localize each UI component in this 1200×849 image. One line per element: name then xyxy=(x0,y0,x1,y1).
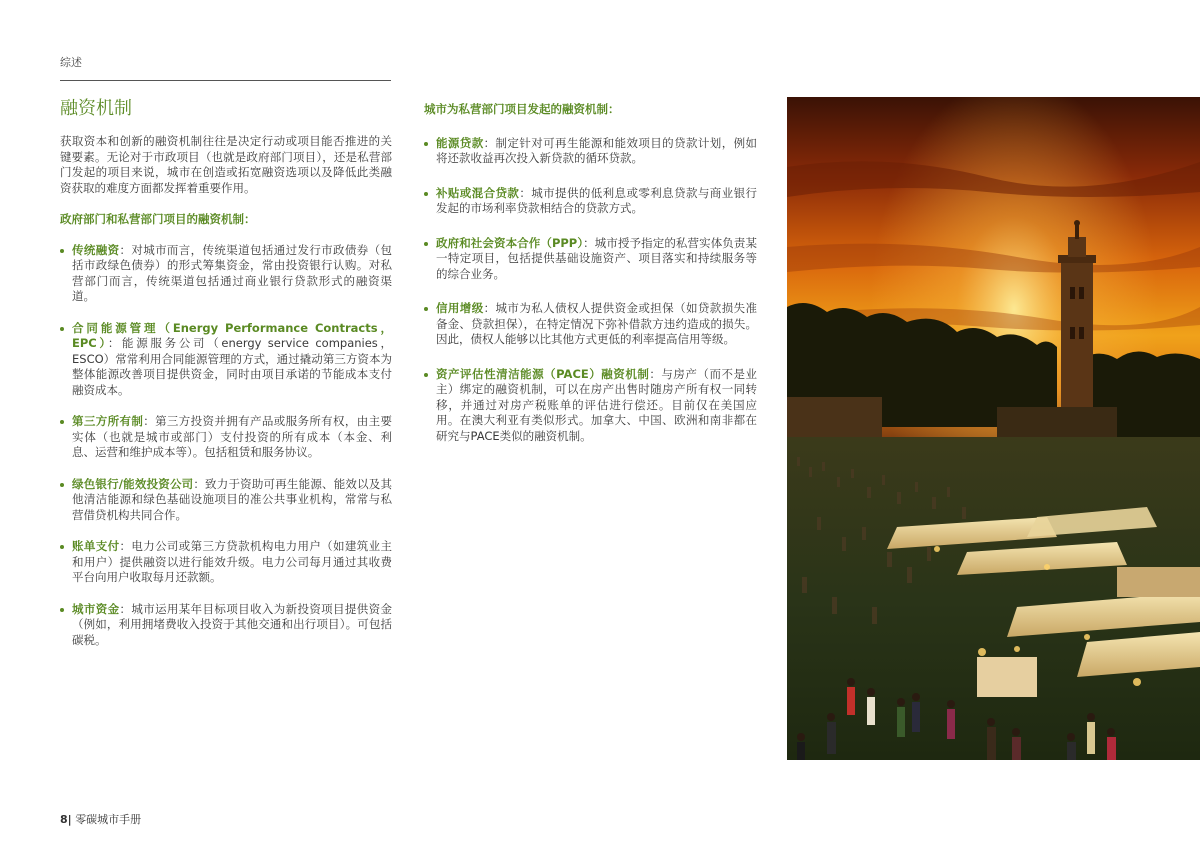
page-number: 8 xyxy=(60,813,68,826)
item-term: 补贴或混合贷款 xyxy=(436,185,520,200)
item-term: 账单支付 xyxy=(72,539,120,553)
list-item xyxy=(60,602,392,649)
item-term: 资产评估性清洁能源（PACE）融资机制 xyxy=(436,366,650,381)
footer-separator: | xyxy=(67,813,72,826)
bullet-icon xyxy=(424,307,428,311)
market-sunset-photo xyxy=(787,97,1200,760)
bullet-icon xyxy=(424,242,428,246)
item-text: ：对城市而言，传统渠道包括通过发行市政债券（包括市政绿色债券）的形式筹集资金，常由投资银行认购。对私营部门而言，传统渠道包括通过商业银行贷款形式的融资渠道。 xyxy=(72,242,393,303)
item-term: 第三方所有制 xyxy=(72,414,144,428)
page-footer xyxy=(60,811,141,827)
middle-bullet-list xyxy=(424,136,757,445)
list-item xyxy=(60,539,392,586)
bullet-icon xyxy=(60,608,64,612)
left-subheading: 政府部门和私营部门项目的融资机制： xyxy=(60,212,256,226)
list-item xyxy=(60,321,392,399)
item-text: ：能源服务公司（energy service companies，ESCO）常常利用合同能源管理的方式，通过撬动第三方资本为整体能源改善项目提供资金，同时由项目承诺的节能成本支付融资成本。 xyxy=(72,336,392,397)
section-divider xyxy=(60,80,391,81)
bullet-icon xyxy=(424,192,428,196)
list-item xyxy=(424,136,757,167)
list-item xyxy=(60,414,392,461)
list-item xyxy=(424,367,757,445)
item-text: ：与房产（而不是业主）绑定的融资机制，可以在房产出售时随房产所有权一同转移，并通过对房产税账单的评估进行偿还。目前仅在美国应用。在澳大利亚有类似形式。加拿大、中国、欧洲和南非都在研究与PACE类似的融资机制。 xyxy=(436,366,757,443)
item-text: ：城市提供的低利息或零利息贷款与商业银行发起的市场利率贷款相结合的贷款方式。 xyxy=(436,185,757,215)
list-item xyxy=(424,186,757,217)
page-title: 融资机制 xyxy=(60,98,132,119)
item-term: 传统融资 xyxy=(72,242,120,257)
item-text: ：电力公司或第三方贷款机构电力用户（如建筑业主和用户）提供融资以进行能效升级。电力公司每月通过其收费平台向用户收取每月还款额。 xyxy=(72,539,393,584)
bullet-icon xyxy=(60,327,64,331)
section-label: 综述 xyxy=(60,56,82,69)
item-term: 信用增级 xyxy=(436,301,484,315)
publication-title: 零碳城市手册 xyxy=(75,813,142,826)
intro-paragraph: 获取资本和创新的融资机制往往是决定行动或项目能否推进的关键要素。无论对于市政项目（也就是政府部门项目），还是私营部门发起的项目来说，城市在创造或拓宽融资选项以及降低此类融资获取的难度方面都发挥着重要作用。 xyxy=(60,134,392,195)
item-term: 城市资金 xyxy=(72,601,120,616)
item-text: ：城市授予指定的私营实体负责某一特定项目，包括提供基础设施资产、项目落实和持续服务等的综合业务。 xyxy=(436,235,757,281)
list-item xyxy=(60,477,392,524)
item-text: ：城市运用某年目标项目收入为新投资项目提供资金（例如，利用拥堵费收入投资于其他交通和出行项目）。可包括碳税。 xyxy=(72,601,393,647)
item-term: 能源贷款 xyxy=(436,135,484,150)
item-text: ：致力于资助可再生能源、能效以及其他清洁能源和绿色基础设施项目的准公共事业机构，常常与私营借贷机构共同合作。 xyxy=(72,476,392,522)
item-term: 政府和社会资本合作（PPP） xyxy=(436,235,584,250)
middle-subheading: 城市为私营部门项目发起的融资机制： xyxy=(424,102,620,116)
list-item xyxy=(60,243,392,305)
bullet-icon xyxy=(424,142,428,146)
bullet-icon xyxy=(60,545,64,549)
bullet-icon xyxy=(60,249,64,253)
left-column xyxy=(60,134,392,664)
item-text: ：第三方投资并拥有产品或服务所有权，由主要实体（也就是城市或部门）支付投资的所有成本（本金、利息、运营和维护成本等）。包括租赁和服务协议。 xyxy=(72,414,393,459)
bullet-icon xyxy=(60,483,64,487)
bullet-icon xyxy=(424,373,428,377)
bullet-icon xyxy=(60,420,64,424)
middle-column xyxy=(424,102,757,463)
item-term: 绿色银行/能效投资公司 xyxy=(72,476,194,491)
list-item xyxy=(424,301,757,348)
list-item xyxy=(424,236,757,283)
left-bullet-list xyxy=(60,243,392,649)
item-text: ：制定针对可再生能源和能效项目的贷款计划，例如将还款收益再次投入新贷款的循环贷款。 xyxy=(436,135,758,165)
item-text: ：城市为私人债权人提供资金或担保（如贷款损失准备金、贷款担保），在特定情况下弥补借款方违约造成的损失。因此，债权人能够以比其他方式更低的利率提高信用等级。 xyxy=(436,301,758,346)
item-term: 合同能源管理（Energy Performance Contracts，EPC） xyxy=(72,320,392,350)
